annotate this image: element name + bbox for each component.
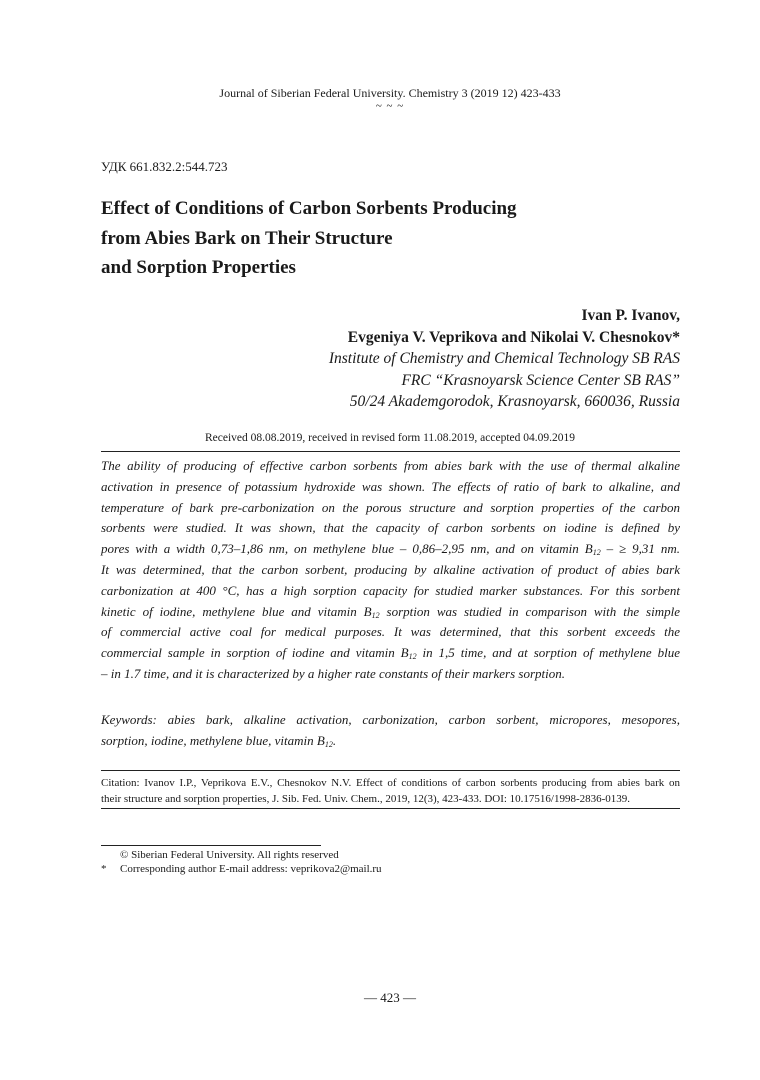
copyright-text: © Siberian Federal University. All rights reserved [120,849,339,861]
udk-code: УДК 661.832.2:544.723 [101,159,228,174]
abstract [101,456,680,685]
abstract-line: The ability of producing of effective carbon sorbents from abies bark with the use of thermal alkaline [101,458,680,473]
abstract-text: – ≥ 9,31 nm. [600,541,680,557]
keywords [101,710,680,752]
corresponding-text: Corresponding author E-mail address: veprikova2@mail.ru [120,863,382,875]
title-line-3: and Sorption Properties [101,257,296,278]
subscript: 12 [324,739,333,749]
footnote-copyright [101,848,339,863]
asterisk-mark: * [101,863,107,875]
abstract-text: kinetic of iodine, methylene blue and vitamin B [101,603,372,619]
journal-header: Journal of Siberian Federal University. Chemistry 3 (2019 12) 423-433 [219,86,561,100]
abstract-text: pores with a width 0,73–1,86 nm, on methylene blue – 0,86–2,95 nm, and on vitamin B [101,541,593,557]
keywords-text: sorption, iodine, methylene blue, vitamin B [101,732,325,748]
author-line-2: Evgeniya V. Veprikova and Nikolai V. Chesnokov* [347,328,680,346]
keywords-text: . [332,732,337,748]
authors-block [329,305,680,413]
abstract-line [101,539,680,560]
subscript: 12 [408,652,417,662]
abstract-line: activation in presence of potassium hydroxide was shown. The effects of ratio of bark to alkaline, and [101,478,680,494]
abstract-text: commercial sample in sorption of iodine and vitamin B [101,645,409,661]
abstract-top-rule [101,451,680,452]
abstract-line: temperature of bark pre-carbonization on the porous structure and sorption properties of the carbon [101,499,680,515]
abstract-text: in 1,5 time, and at sorption of methylene blue [416,645,680,661]
citation-top-rule [101,770,680,771]
subscript: 12 [592,548,601,558]
abstract-line: It was determined, that the carbon sorbent, producing by alkaline activation of product of abies bark [101,561,680,577]
affiliation-2: FRC “Krasnoyarsk Science Center SB RAS” [401,371,680,389]
title-line-1: Effect of Conditions of Carbon Sorbents Producing [101,198,517,219]
article-title [101,194,661,283]
header-tildes: ~ ~ ~ [375,100,405,112]
abstract-line: carbonization at 400 °C, has a high sorption capacity for studied marker substances. For this sorbent [101,582,680,598]
abstract-line: sorbents were studied. It was shown, that the capacity of carbon sorbents on iodine is defined by [101,520,680,536]
abstract-line [101,602,680,623]
affiliation-3: 50/24 Akademgorodok, Krasnoyarsk, 660036, Russia [349,393,680,410]
citation-line: their structure and sorption properties, J. Sib. Fed. Univ. Chem., 2019, 12(3), 423-433. DOI: 10.17516/1998-2836-0139. [101,792,631,805]
abstract-text: sorption was studied in comparison with the simple [379,603,680,619]
abstract-line: – in 1.7 time, and it is characterized by a higher rate constants of their markers sorption. [101,665,565,681]
received-dates: Received 08.08.2019, received in revised form 11.08.2019, accepted 04.09.2019 [204,432,576,444]
author-line-1: Ivan P. Ivanov, [581,307,680,324]
footnote-rule [101,845,321,846]
abstract-line [101,643,680,664]
page-number: — 423 — [364,990,416,1005]
footnote-corresponding [101,862,382,877]
title-line-2: from Abies Bark on Their Structure [101,227,393,249]
keywords-line [101,731,680,752]
abstract-line: of commercial active coal for medical purposes. It was determined, that this sorbent exceeds the [101,624,680,640]
affiliation-1: Institute of Chemistry and Chemical Technology SB RAS [328,350,680,367]
citation [101,776,680,807]
subscript: 12 [371,610,380,620]
keywords-line: Keywords: abies bark, alkaline activation, carbonization, carbon sorbent, micropores, mesopores, [101,712,680,727]
citation-bottom-rule [101,808,680,809]
citation-line: Citation: Ivanov I.P., Veprikova E.V., Chesnokov N.V. Effect of conditions of carbon sorbents producing from abies bark on [101,777,680,789]
